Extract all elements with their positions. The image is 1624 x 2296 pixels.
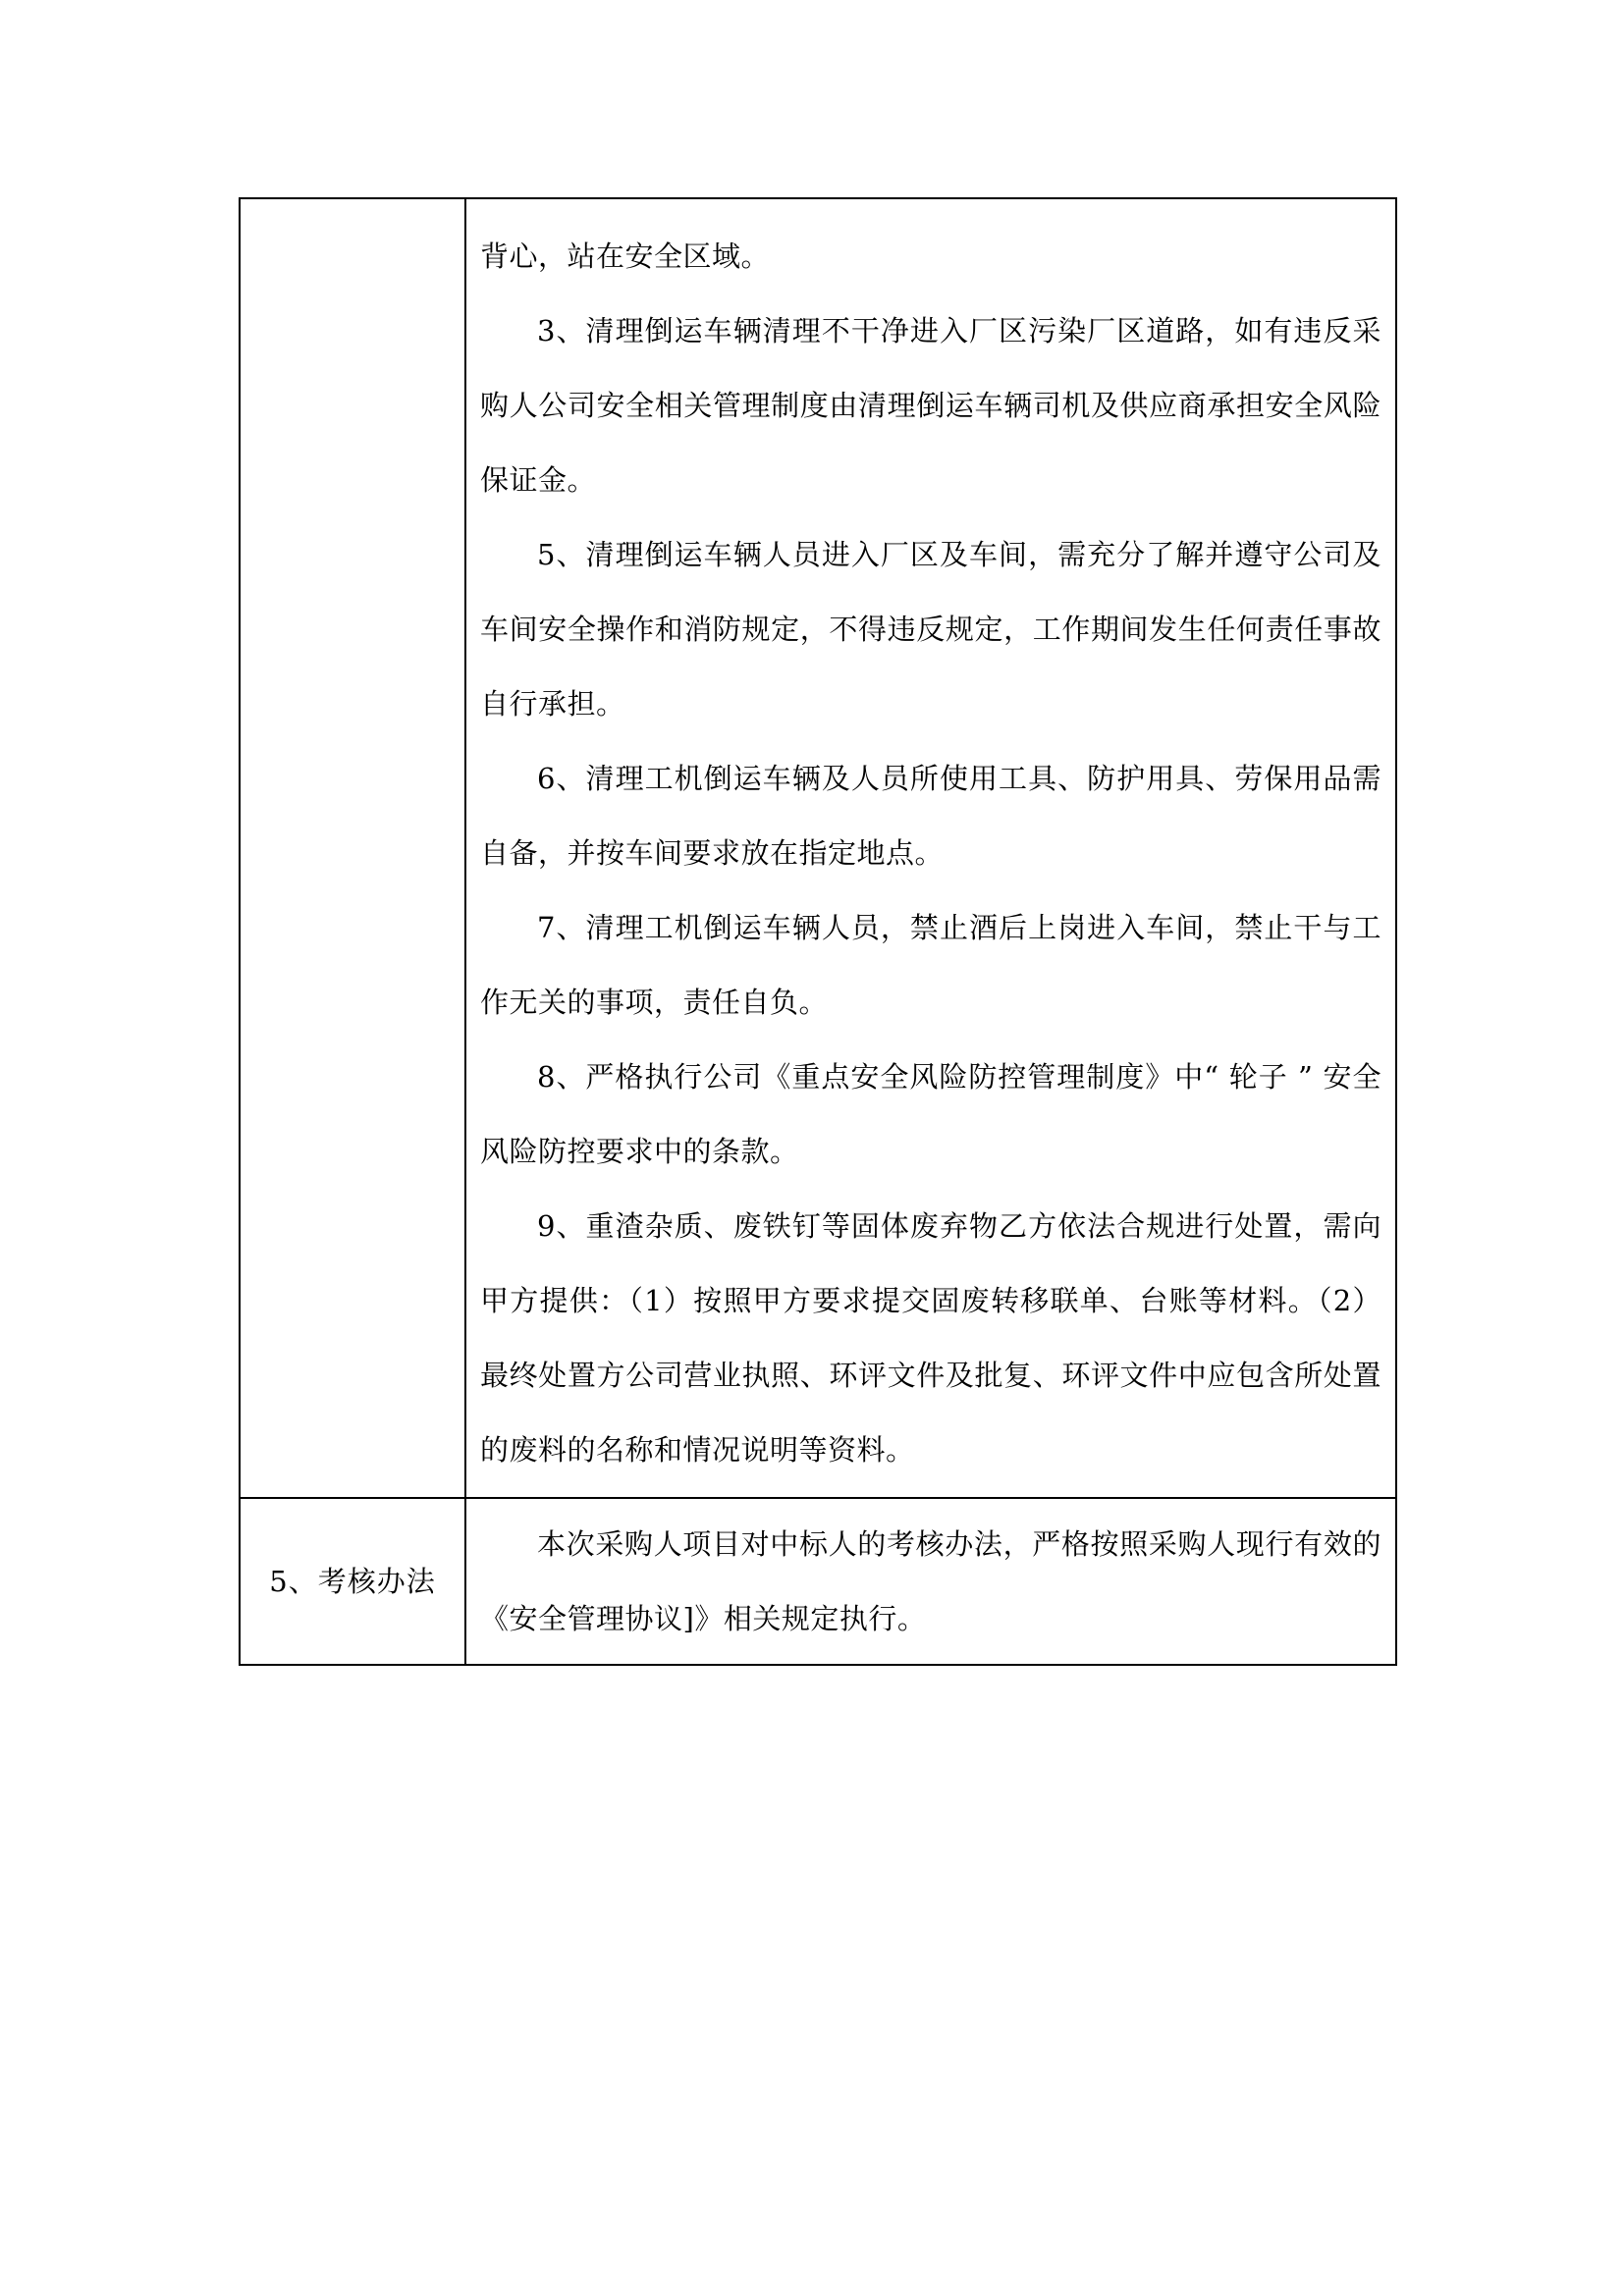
paragraph-item-3: 3、清理倒运车辆清理不干净进入厂区污染厂区道路，如有违反采购人公司安全相关管理制度由清理倒运车辆司机及供应商承担安全风险保证金。 (480, 314, 1381, 497)
table-row (240, 198, 1396, 1498)
row-content-cell (465, 1498, 1396, 1665)
paragraph-item-5: 5、清理倒运车辆人员进入厂区及车间，需充分了解并遵守公司及车间安全操作和消防规定，不得违反规定，工作期间发生任何责任事故自行承担。 (480, 538, 1381, 721)
paragraph-item-9: 9、重渣杂质、废铁钉等固体废弃物乙方依法合规进行处置，需向甲方提供：（1）按照甲方要求提交固废转移联单、台账等材料。（2）最终处置方公司营业执照、环评文件及批复、环评文件中应包含所处置的废料的名称和情况说明等资料。 (480, 1209, 1381, 1467)
assessment-method-label: 5、考核办法 (269, 1565, 436, 1598)
paragraph-continuation: 背心，站在安全区域。 (480, 240, 771, 273)
paragraph-item-6: 6、清理工机倒运车辆及人员所使用工具、防护用具、劳保用品需自备，并按车间要求放在指定地点。 (480, 762, 1381, 870)
paragraph-item-8: 8、严格执行公司《重点安全风险防控管理制度》中“ 轮子 ” 安全风险防控要求中的条款。 (480, 1060, 1381, 1168)
table-row (240, 1498, 1396, 1665)
row-content-cell (465, 198, 1396, 1498)
requirements-table (239, 197, 1397, 1666)
row-label-cell (240, 1498, 465, 1665)
row-label-cell (240, 198, 465, 1498)
paragraph-item-7: 7、清理工机倒运车辆人员，禁止酒后上岗进入车间，禁止干与工作无关的事项，责任自负。 (480, 911, 1381, 1019)
assessment-method-text: 本次采购人项目对中标人的考核办法，严格按照采购人现行有效的《安全管理协议]》相关规定执行。 (480, 1527, 1381, 1635)
